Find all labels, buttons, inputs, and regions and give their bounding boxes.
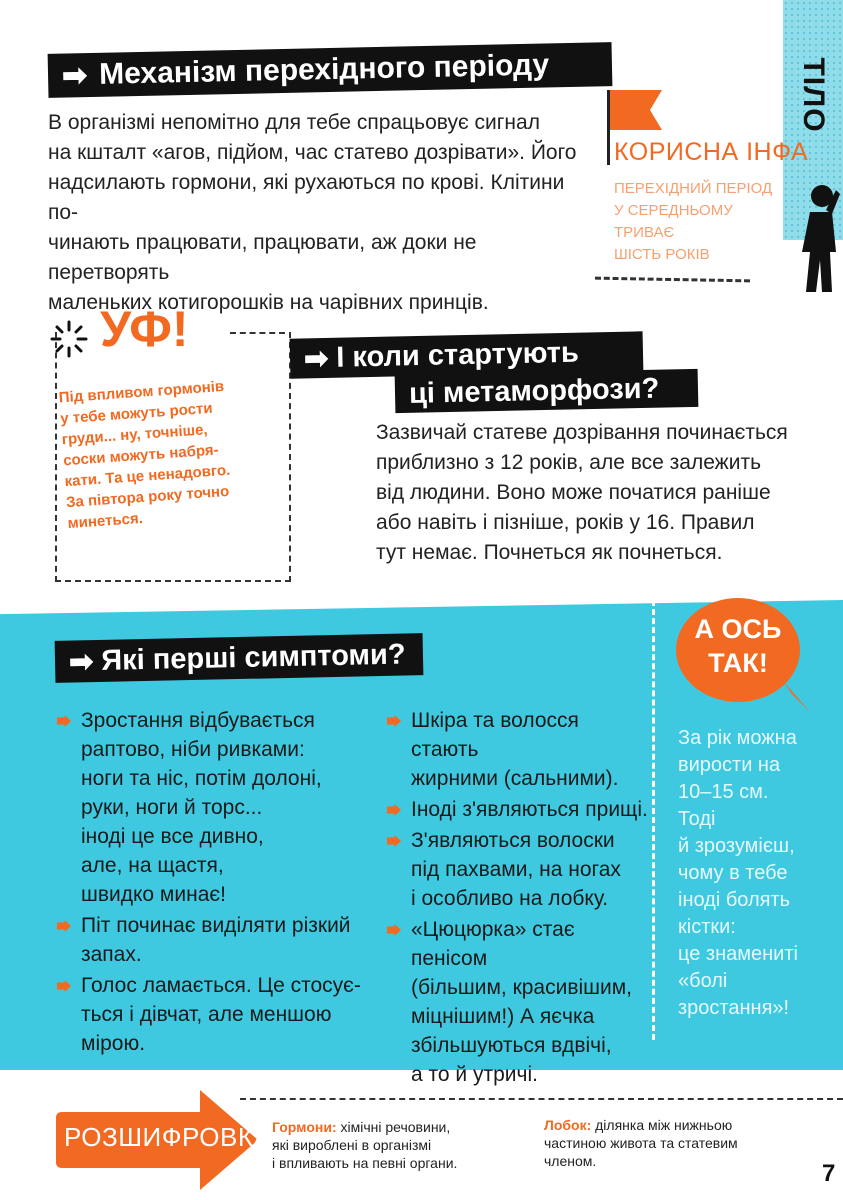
divider: [595, 277, 750, 283]
bullet-arrow-icon: [387, 804, 401, 816]
text-line: минеться.: [67, 509, 144, 533]
list-item: [385, 706, 650, 793]
text-line: членом.: [544, 1153, 597, 1169]
text-line: або навіть і пізніше, років у 16. Правил: [376, 511, 755, 534]
text-line: ться і дівчат, але меншою: [81, 1003, 332, 1026]
note-frame-top: [230, 332, 285, 334]
arrow-right-icon: ➡: [303, 342, 329, 375]
text-line: ПЕРЕХІДНИЙ ПЕРІОД: [614, 180, 773, 197]
bullet-arrow-icon: [57, 980, 71, 992]
text-line: чинають працювати, працювати, аж доки не перетворять: [48, 231, 477, 284]
text-line: Піт починає виділяти різкий: [81, 914, 351, 937]
list-item: [55, 911, 375, 969]
divider: [652, 600, 655, 1040]
text-line: груди... ну, точніше,: [61, 421, 209, 449]
text-line: ділянка між нижньою: [595, 1117, 733, 1133]
text-line: Зростання відбувається: [81, 709, 315, 732]
text-line: За рік можна: [678, 727, 797, 749]
text-line: надсилають гормони, які рухаються по крові. Клітини по-: [48, 171, 565, 224]
glossary-term: Гормони:: [272, 1119, 337, 1135]
text-line: іноді це все дивно,: [81, 825, 264, 848]
text-line: «болі: [678, 970, 728, 992]
arrow-right-icon: ➡: [61, 58, 88, 93]
text-line: мірою.: [81, 1032, 146, 1055]
list-item: [55, 971, 375, 1058]
text-line: зростання»!: [678, 997, 790, 1019]
text-line: В організмі непомітно для тебе спрацьовує сигнал: [48, 111, 540, 134]
uf-title: УФ!: [100, 301, 189, 357]
text-line: кати. Та це ненадовго.: [64, 461, 231, 491]
text-line: і особливо на лобку.: [411, 887, 609, 910]
text-line: хімічні речовини,: [340, 1119, 451, 1135]
page-number: 7: [822, 1160, 836, 1187]
text-line: У СЕРЕДНЬОМУ ТРИВАЄ: [614, 202, 733, 241]
heading-text: Механізм перехідного періоду: [98, 48, 550, 91]
text-line: раптово, ніби ривками:: [81, 738, 305, 761]
text-line: міцнішим!) А яєчка: [411, 1005, 595, 1028]
text-line: З'являються волоски: [411, 829, 615, 852]
bullet-arrow-icon: [57, 715, 71, 727]
intro-paragraph: [48, 108, 588, 318]
text-line: кістки:: [678, 916, 736, 938]
text-line: ноги та ніс, потім долоні,: [81, 767, 322, 790]
divider: [240, 1098, 843, 1100]
text-line: маленьких котигорошків на чарівних принців.: [48, 291, 489, 314]
glossary-entry-pubis: [544, 1116, 784, 1170]
bullet-arrow-icon: [57, 920, 71, 932]
text-line: приблизно з 12 років, але все залежить: [376, 451, 762, 474]
text-line: А ОСЬ: [694, 614, 782, 644]
section-tab-label: ТІЛО: [797, 57, 830, 133]
text-line: жирними (сальними).: [411, 767, 619, 790]
text-line: чому в тебе: [678, 862, 788, 884]
symptoms-list-right: [385, 706, 650, 1091]
glossary-entry-hormones: [272, 1118, 502, 1172]
text-line: За півтора року точно: [65, 482, 230, 512]
puberty-start-paragraph: [376, 418, 796, 568]
list-item: [385, 795, 650, 824]
heading-text: І коли стартують: [335, 336, 580, 374]
text-line: ШІСТЬ РОКІВ: [614, 246, 710, 263]
text-line: у тебе можуть рости: [59, 399, 214, 428]
text-line: від людини. Воно може початися раніше: [376, 481, 771, 504]
section-heading-start-line2: [395, 369, 699, 413]
text-line: руки, ноги й торс...: [81, 796, 263, 819]
symptoms-list-left: [55, 706, 375, 1060]
text-line: це знамениті: [678, 943, 798, 965]
text-line: (більшим, красивішим,: [411, 976, 633, 999]
growth-fact: [678, 725, 838, 1022]
text-line: які вироблені в організмі: [272, 1137, 432, 1153]
text-line: тут немає. Почнеться як почнеться.: [376, 541, 723, 564]
text-line: ТАК!: [708, 648, 768, 678]
heading-text: ці метаморфози?: [408, 372, 660, 410]
text-line: іноді болять: [678, 889, 791, 911]
text-line: під пахвами, на ногах: [411, 858, 621, 881]
text-line: й зрозумієш,: [678, 835, 795, 857]
text-line: збільшуються вдвічі,: [411, 1034, 612, 1057]
uf-note-text: [58, 373, 278, 534]
section-heading-mechanism: [48, 42, 613, 98]
text-line: Шкіра та волосся стають: [411, 709, 579, 761]
text-line: Іноді з'являються прищі.: [411, 798, 648, 821]
text-line: 10–15 см.: [678, 781, 769, 803]
text-line: на кшталт «агов, підйом, час статево дозрівати». Його: [48, 141, 577, 164]
text-line: Під впливом гормонів: [58, 377, 225, 407]
text-line: Зазвичай статеве дозрівання починається: [376, 421, 788, 444]
heading-text: Які перші симптоми?: [100, 638, 406, 677]
text-line: запах.: [81, 943, 142, 966]
flag-icon: [610, 90, 662, 130]
list-item: [385, 915, 650, 1089]
list-item: [385, 826, 650, 913]
text-line: вирости на: [678, 754, 781, 776]
useful-info-text: [614, 178, 784, 266]
text-line: соски можуть набря-: [62, 441, 220, 470]
thinking-person-icon: [792, 182, 842, 294]
bullet-arrow-icon: [387, 924, 401, 936]
text-line: Голос ламається. Це стосує-: [81, 974, 361, 997]
section-heading-symptoms: [55, 633, 424, 683]
text-line: швидко минає!: [81, 883, 226, 906]
bullet-arrow-icon: [387, 835, 401, 847]
text-line: частиною живота та статевим: [544, 1135, 738, 1151]
list-item: [55, 706, 375, 909]
bullet-arrow-icon: [387, 715, 401, 727]
speech-bubble-text: [676, 612, 800, 680]
useful-info-title: КОРИСНА ІНФА: [614, 138, 809, 166]
glossary-term: Лобок:: [544, 1117, 592, 1133]
text-line: а то й утричі.: [411, 1063, 538, 1086]
text-line: і впливають на певні органи.: [272, 1155, 458, 1171]
arrow-right-icon: ➡: [68, 645, 94, 679]
text-line: «Цюцюрка» стає пенісом: [411, 918, 575, 970]
text-line: але, на щастя,: [81, 854, 224, 877]
text-line: Тоді: [678, 808, 716, 830]
glossary-label: РОЗШИФРОВКА: [64, 1122, 272, 1152]
